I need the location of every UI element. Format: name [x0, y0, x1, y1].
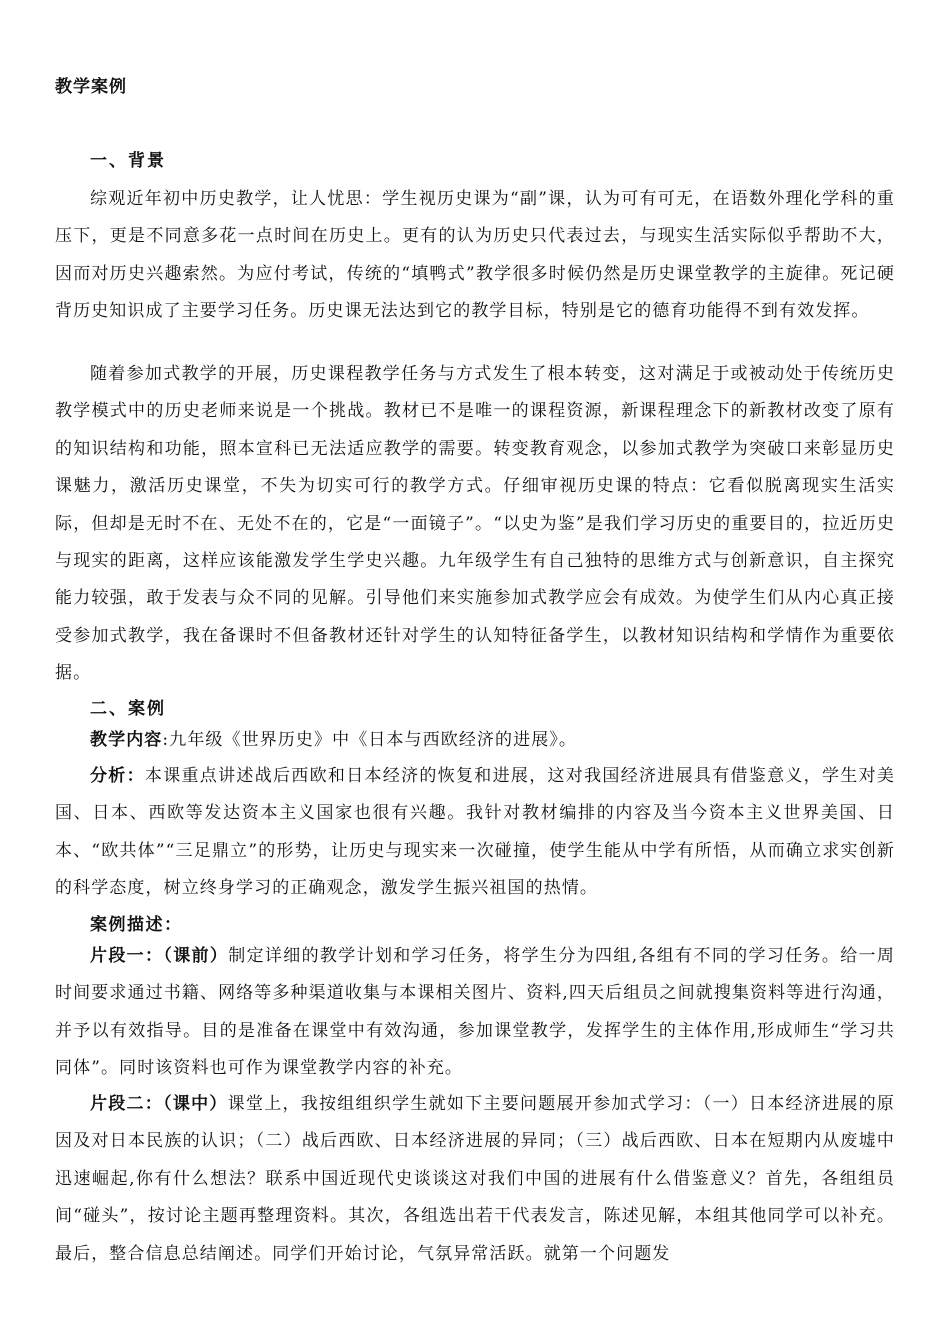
- analysis-label: 分析：: [90, 766, 145, 786]
- fragment-two-text: 课堂上，我按组组织学生就如下主要问题展开参加式学习：（一）日本经济进展的原因及对日本民族的认识；（二）战后西欧、日本经济进展的异同；（三）战后西欧、日本在短期内从废墟中迅速崛起,你有什么想法？联系中国近现代史谈谈这对我们中国的进展有什么借鉴意义？首先，各组组员间“碰头”，按讨论主题再整理资料。其次，各组选出若干代表发言，陈述见解，本组其他同学可以补充。最后，整合信息总结阐述。同学们开始讨论，气氛异常活跃。就第一个问题发: [55, 1094, 895, 1264]
- fragment-one-paragraph: [55, 938, 895, 1088]
- teaching-content-label: 教学内容: [90, 730, 163, 750]
- section-heading-background: 一、背景: [90, 151, 166, 171]
- fragment-two-paragraph: [55, 1086, 895, 1273]
- fragment-one-text: 制定详细的教学计划和学习任务，将学生分为四组,各组有不同的学习任务。给一周时间要求通过书籍、网络等多种渠道收集与本课相关图片、资料,四天后组员之间就搜集资料等进行沟通，并予以有效指导。目的是准备在课堂中有效沟通，参加课堂教学，发挥学生的主体作用,形成师生“学习共同体”。同时该资料也可作为课堂教学内容的补充。: [55, 946, 895, 1079]
- background-paragraph-1: 综观近年初中历史教学，让人忧思：学生视历史课为“副”课，认为可有可无，在语数外理化学科的重压下，更是不同意多花一点时间在历史上。更有的认为历史只代表过去，与现实生活实际似乎帮助不大，因而对历史兴趣索然。为应付考试，传统的“填鸭式”教学很多时候仍然是历史课堂教学的主旋律。死记硬背历史知识成了主要学习任务。历史课无法达到它的教学目标，特别是它的德育功能得不到有效发挥。: [55, 189, 895, 322]
- teaching-content-text: :九年级《世界历史》中《日本与西欧经济的进展》。: [162, 730, 578, 750]
- analysis-paragraph: [55, 758, 895, 908]
- section-heading-case: 二、案例: [90, 699, 166, 719]
- background-paragraph-2: 随着参加式教学的开展，历史课程教学任务与方式发生了根本转变，这对满足于或被动处于传统历史教学模式中的历史老师来说是一个挑战。教材已不是唯一的课程资源，新课程理念下的新教材改变了原有的知识结构和功能，照本宣科已无法适应教学的需要。转变教育观念，以参加式教学为突破口来彰显历史课魅力，激活历史课堂，不失为切实可行的教学方式。仔细审视历史课的特点：它看似脱离现实生活实际，但却是无时不在、无处不在的，它是“一面镜子”。“以史为鉴”是我们学习历史的重要目的，拉近历史与现实的距离，这样应该能激发学生学史兴趣。九年级学生有自己独特的思维方式与创新意识，自主探究能力较强，敢于发表与众不同的见解。引导他们来实施参加式教学应会有成效。为使学生们从内心真正接受参加式教学，我在备课时不但备教材还针对学生的认知特征备学生，以教材知识结构和学情作为重要依据。: [55, 364, 895, 684]
- fragment-one-label: 片段一：（课前）: [90, 946, 229, 966]
- case-description-label: 案例描述：: [90, 915, 183, 935]
- analysis-text: 本课重点讲述战后西欧和日本经济的恢复和进展，这对我国经济进展具有借鉴意义，学生对美国、日本、西欧等发达资本主义国家也很有兴趣。我针对教材编排的内容及当今资本主义世界美国、日本、“欧共体”“三足鼎立”的形势，让历史与现实来一次碰撞，使学生能从中学有所悟，从而确立求实创新的科学态度，树立终身学习的正确观念，激发学生振兴祖国的热情。: [55, 766, 895, 899]
- fragment-two-label: 片段二：（课中）: [90, 1094, 228, 1114]
- document-title: 教学案例: [55, 77, 127, 97]
- teaching-content-line: [55, 722, 895, 759]
